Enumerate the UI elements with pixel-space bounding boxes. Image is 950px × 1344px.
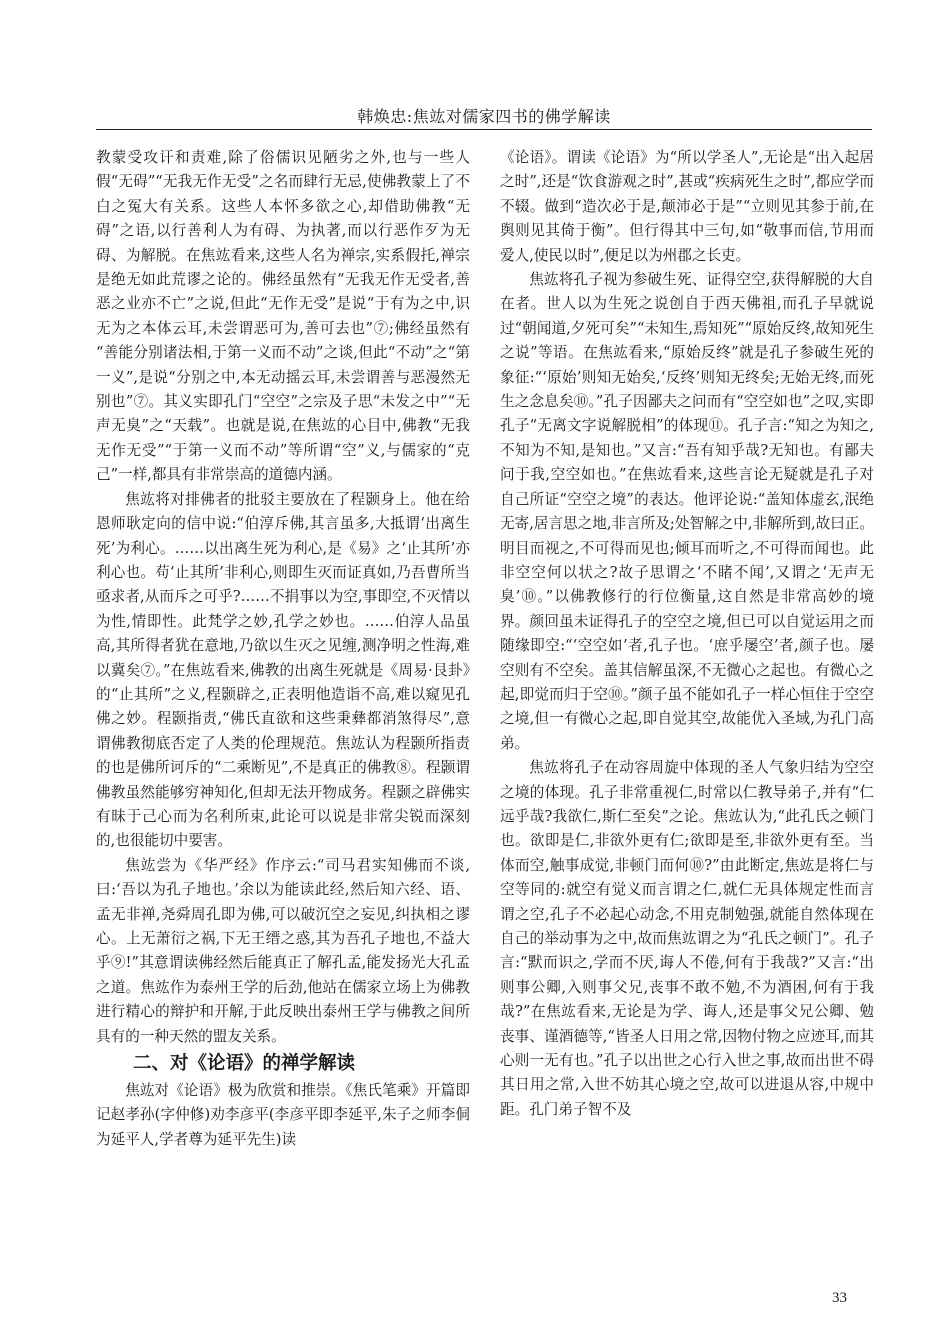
left-column bbox=[96, 146, 470, 1152]
body-paragraph: 焦竑将孔子视为参破生死、证得空空,获得解脱的大自在者。世人以为生死之说创自于西天佛祖,而孔子早就说过“朝闻道,夕死可矣”“未知生,焉知死”“原始反终,故知死生之说”等语。在焦竑看来,“原始反终”就是孔子参破生死的象征:“‘原始’则知无始矣,‘反终’则知无终矣;无始无终,而死生之念息矣⑩。”孔子因鄙夫之问而有“空空如也”之叹,实即孔子“无离文字说解脱相”的体现⑪。孔子言:“知之为知之,不知为不知,是知也。”又言:“吾有知乎哉?无知也。有鄙夫问于我,空空如也。”在焦竑看来,这些言论无疑就是孔子对自己所证“空空之境”的表达。他评论说:“盖知体虚玄,泯绝无寄,居言思之地,非言所及;处智解之中,非解所到,故曰正。明目而视之,不可得而见也;倾耳而听之,不可得而闻也。此非空空何以状之?故子思谓之‘不睹不闻’,又谓之‘无声无臭’⑩。”以佛教修行的行位衡量,这自然是非常高妙的境界。颜回虽未证得孔子的空空之境,但已可以自觉运用之而随缘即空:“‘空空如’者,孔子也。‘庶乎屡空’者,颜子也。屡空则有不空矣。盖其信解虽深,不无微心之起也。有微心之起,即觉而归于空⑩。”颜子虽不能如孔子一样心恒住于空空之境,但一有微心之起,即自觉其空,故能优入圣域,为孔门高弟。 bbox=[500, 271, 874, 752]
body-paragraph: 教蒙受攻讦和责难,除了俗儒识见陋劣之外,也与一些人假“无碍”“无我无作无受”之名而肆行无忌,使佛教蒙上了不白之冤大有关系。这些人本怀多欲之心,却借助佛教“无碍”之语,以行善利人为有碍、为执著,而以行恶作歹为无碍、为解脱。在焦竑看来,这些人名为禅宗,实系假托,禅宗是绝无如此荒谬之论的。佛经虽然有“无我无作无受者,善恶之业亦不亡”之说,但此“无作无受”是说“于有为之中,识无为之本体云耳,未尝谓恶可为,善可去也”⑦;佛经虽然有 “善能分别诸法相,于第一义而不动”之谈,但此“不动”之“第一义”,是说“分别之中,本无动摇云耳,未尝谓善与恶漫然无别也”⑦。其义实即孔门“空空”之宗及子思“未发之中”“无声无臭”之“天载”。也就是说,在焦竑的心目中,佛教“无我无作无受”“于第一义而不动”等所谓“空”义,与儒家的“克己”一样,都具有非常崇高的道德内涵。 bbox=[96, 149, 470, 484]
body-paragraph: 焦竑对《论语》极为欣赏和推崇。《焦氏笔乘》开篇即记赵孝孙(字仲修)劝李彦平(李彦平即李延平,朱子之师李侗为延平人,学者尊为延平先生)读 bbox=[96, 1082, 470, 1148]
header-rule bbox=[96, 129, 872, 130]
body-paragraph: 焦竑将对排佛者的批驳主要放在了程颢身上。他在给恩师耿定向的信中说:“伯淳斥佛,其言虽多,大抵谓‘出离生死’为利心。……以出离生死为利心,是《易》之‘止其所’亦利心也。苟‘止其所’非利心,则即生灭而证真如,乃吾曹所当亟求者,从而斥之可乎?……不捐事以为空,事即空,不灭情以为性,情即性。此梵学之妙,孔学之妙也。……伯淳人品虽高,其所得者犹在意地,乃欲以生灭之见缠,测净明之性海,难以冀矣⑦。”在焦竑看来,佛教的出离生死就是《周易·艮卦》的“止其所”之义,程颢辟之,正表明他造诣不高,难以窥见孔佛之妙。程颢指责,“佛氏直欲和这些秉彝都消煞得尽”,意谓佛教彻底否定了人类的伦理规范。焦竑认为程颢所指责的也是佛所诃斥的“二乘断见”,不是真正的佛教⑧。程颢谓佛教虽然能够穷神知化,但却无法开物成务。程颢之辟佛实有昧于己心而为名利所束,此论可以说是非常尖锐而深刻的,也很能切中要害。 bbox=[96, 490, 470, 850]
body-paragraph: 焦竑尝为《华严经》作序云:“司马君实知佛而不谈,曰:‘吾以为孔子地也。’余以为能读此经,然后知六经、语、孟无非禅,尧舜周孔即为佛,可以破沉空之妄见,纠执相之谬心。上无萧衍之祸,下无王缙之惑,其为吾孔子地也,不益大乎⑨!”其意谓读佛经然后能真正了解孔孟,能发扬光大孔孟之道。焦竑作为泰州王学的后劲,他站在儒家立场上为佛教进行精心的辩护和开解,于此反映出泰州王学与佛教之间所具有的一种天然的盟友关系。 bbox=[96, 856, 470, 1045]
running-head-title: 韩焕忠:焦竑对儒家四书的佛学解读 bbox=[357, 107, 611, 126]
body-paragraph: 《论语》。谓读《论语》为“所以学圣人”,无论是“出入起居之时”,还是“饮食游观之时”,甚或“疾病死生之时”,都应学而不辍。做到“造次必于是,颠沛必于是”“立则见其参于前,在舆则见其倚于衡”。但行得其中三句,如“敬事而信,节用而爱人,使民以时”,便足以为州郡之长吏。 bbox=[500, 149, 874, 264]
page-number: 33 bbox=[832, 1290, 847, 1306]
section-heading: 二、对《论语》的禅学解读 bbox=[133, 1053, 356, 1075]
right-column bbox=[500, 146, 874, 1122]
body-paragraph: 焦竑将孔子在动容周旋中体现的圣人气象归结为空空之境的体现。孔子非常重视仁,时常以仁教导弟子,并有“仁远乎哉?我欲仁,斯仁至矣”之论。焦竑认为,“此孔氏之顿门也。欲即是仁,非欲外更有仁;欲即是至,非欲外更有至。当体而空,触事成觉,非顿门而何⑩?”由此断定,焦竑是将仁与空等同的:就空有觉义而言谓之仁,就仁无具体规定性而言谓之空,孔子不必起心动念,不用克制勉强,就能自然体现在自己的举动事为之中,故而焦竑谓之为“孔氏之顿门”。孔子言:“默而识之,学而不厌,诲人不倦,何有于我哉?”又言:“出则事公卿,入则事父兄,丧事不敢不勉,不为酒困,何有于我哉?”在焦竑看来,无论是为学、诲人,还是事父兄公卿、勉丧事、谨酒德等,“皆圣人日用之常,因物付物之应迹耳,而其心则一无有也。”孔子以出世之心行入世之事,故而出世不碍其日用之常,入世不妨其心境之空,故可以进退从容,中规中距。孔门弟子智不及 bbox=[500, 759, 874, 1118]
